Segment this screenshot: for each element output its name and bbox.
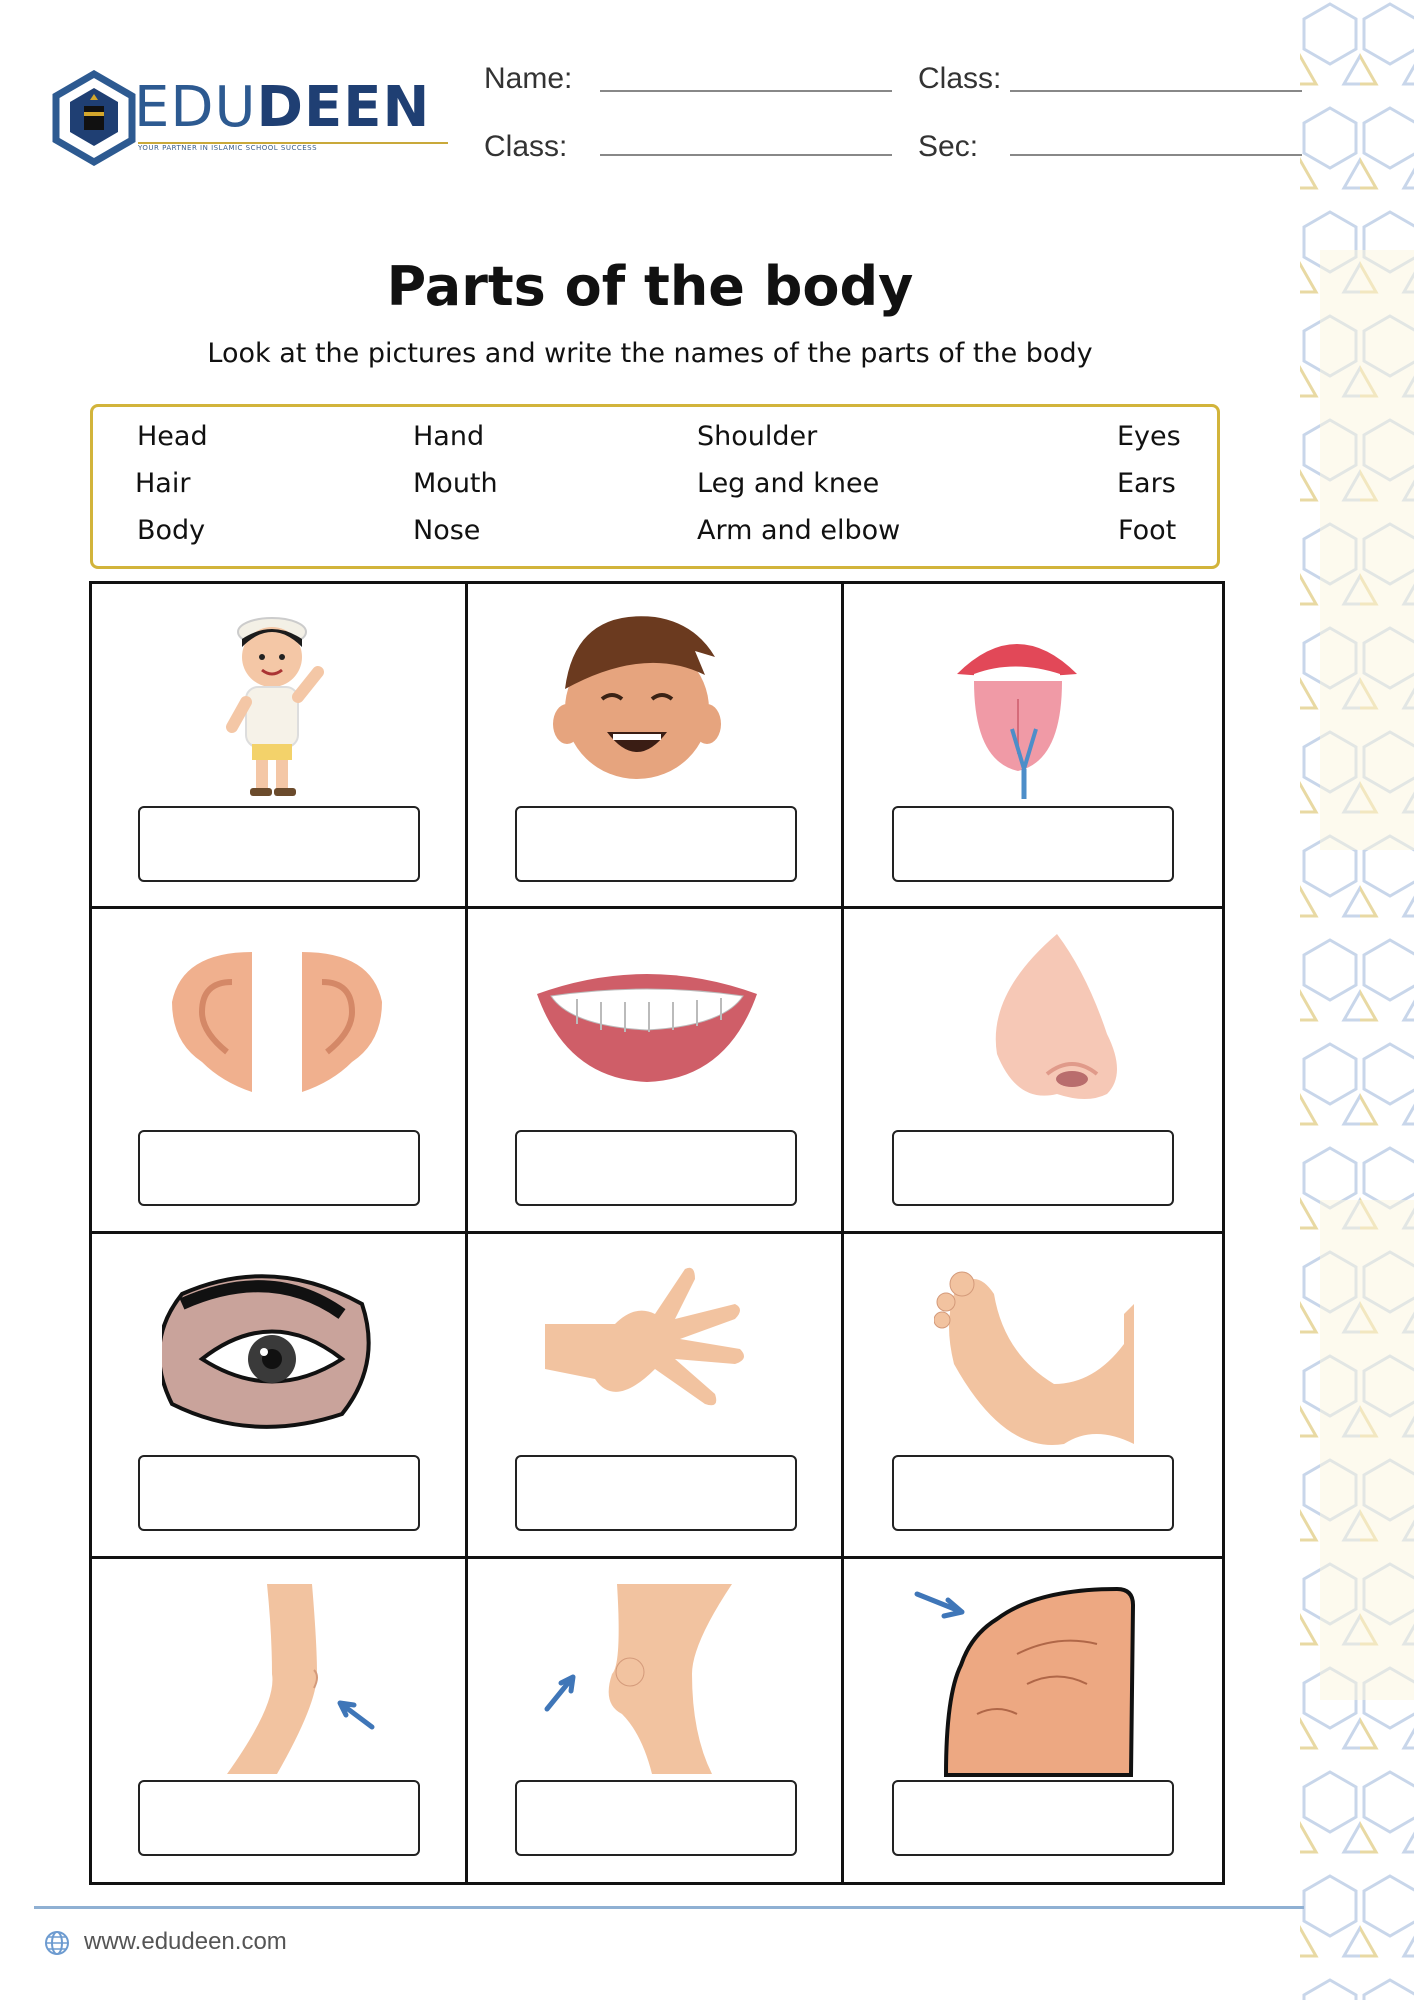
word-item: Hair [135, 468, 191, 499]
logo-hexagon-icon [52, 70, 136, 166]
instructions: Look at the pictures and write the names of the parts of the body [207, 338, 1093, 369]
word-item: Nose [413, 515, 481, 546]
answer-box-11[interactable] [515, 1780, 797, 1856]
grid-divider [92, 1556, 1222, 1559]
arm-elbow-image [222, 1584, 382, 1774]
mouth-image [537, 974, 757, 1084]
answer-box-5[interactable] [515, 1130, 797, 1206]
logo-edu: EDU [134, 75, 257, 140]
answer-box-1[interactable] [138, 806, 420, 882]
sec-field[interactable] [1010, 154, 1302, 156]
page-title: Parts of the body [386, 255, 914, 318]
answer-box-10[interactable] [138, 1780, 420, 1856]
eye-image [162, 1264, 372, 1434]
logo-wordmark [134, 75, 431, 140]
word-item: Shoulder [697, 421, 818, 452]
grid-divider [92, 1231, 1222, 1234]
class-field[interactable] [600, 154, 892, 156]
footer-url[interactable]: www.edudeen.com [84, 1928, 287, 1955]
sec-label: Sec: [918, 130, 979, 163]
answer-box-8[interactable] [515, 1455, 797, 1531]
word-item: Hand [413, 421, 485, 452]
word-item: Arm and elbow [697, 515, 901, 546]
class-label-top: Class: [918, 62, 1002, 95]
answer-box-12[interactable] [892, 1780, 1174, 1856]
footer-divider [34, 1906, 1304, 1909]
answer-box-2[interactable] [515, 806, 797, 882]
grid-divider [92, 906, 1222, 909]
answer-box-4[interactable] [138, 1130, 420, 1206]
answer-box-7[interactable] [138, 1455, 420, 1531]
hand-image [545, 1264, 755, 1439]
answer-box-3[interactable] [892, 806, 1174, 882]
ears-image [172, 952, 382, 1102]
logo-deen: DEEN [256, 75, 431, 140]
name-label: Name: [484, 62, 573, 95]
word-item: Ears [1117, 468, 1176, 499]
word-item: Eyes [1117, 421, 1181, 452]
word-item: Foot [1118, 515, 1177, 546]
edudeen-logo [52, 62, 431, 172]
nose-image [987, 934, 1137, 1114]
boy-body-image [212, 602, 352, 802]
class-field-top[interactable] [1010, 90, 1302, 92]
answer-box-9[interactable] [892, 1455, 1174, 1531]
globe-icon [44, 1930, 70, 1956]
foot-image [934, 1264, 1134, 1449]
logo-tagline: YOUR PARTNER IN ISLAMIC SCHOOL SUCCESS [138, 144, 318, 152]
leg-knee-image [542, 1584, 742, 1774]
picture-grid [89, 581, 1225, 1885]
decorative-side-pattern [1300, 0, 1414, 2000]
shoulder-image [907, 1584, 1147, 1779]
answer-box-6[interactable] [892, 1130, 1174, 1206]
word-item: Body [137, 515, 206, 546]
name-field[interactable] [600, 90, 892, 92]
boy-head-image [547, 604, 727, 784]
word-bank [90, 404, 1220, 569]
class-label: Class: [484, 130, 568, 163]
word-item: Mouth [413, 468, 498, 499]
word-item: Leg and knee [697, 468, 880, 499]
word-item: Head [137, 421, 208, 452]
tongue-image [952, 629, 1082, 799]
